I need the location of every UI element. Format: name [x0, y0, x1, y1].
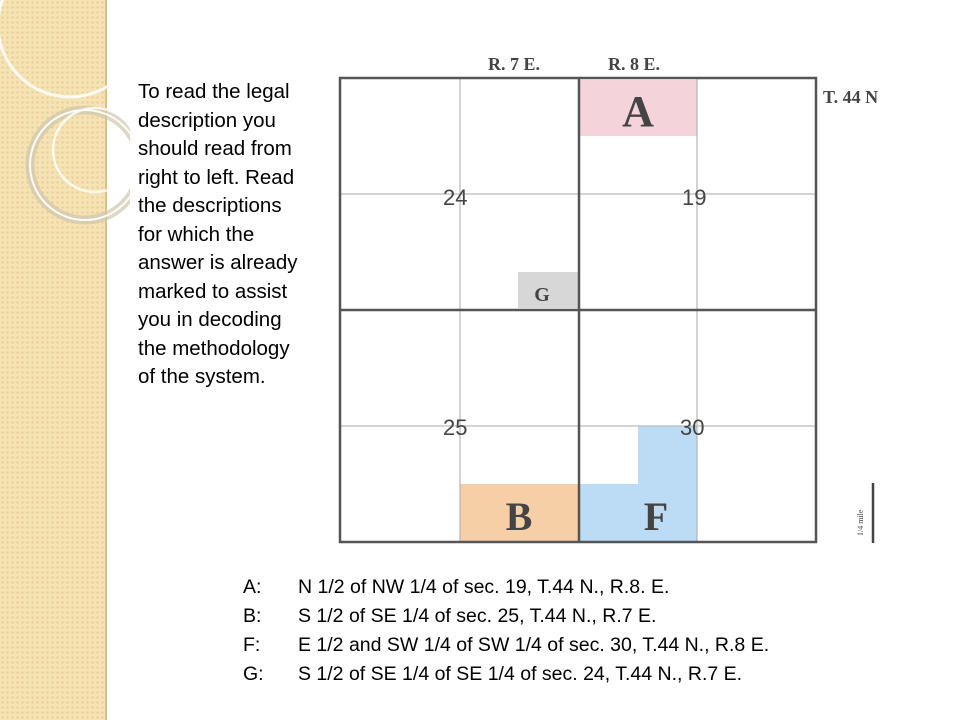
legend-key: F: [243, 634, 261, 656]
parcel-a-letter: A [622, 87, 654, 136]
range-label-r7: R. 7 E. [488, 54, 541, 74]
legend-key: B: [243, 605, 262, 627]
legend-text: N 1/2 of NW 1/4 of sec. 19, T.44 N., R.8. E. [298, 576, 670, 598]
scale-label: 1/4 mile [856, 509, 865, 536]
range-label-r8: R. 8 E. [608, 54, 661, 74]
legend-text: E 1/2 and SW 1/4 of SW 1/4 of sec. 30, T.44 N., R.8 E. [298, 634, 770, 656]
parcel-g-letter: G [534, 284, 550, 306]
legend-row-a [243, 573, 769, 602]
legend-row-b [243, 602, 769, 631]
legend-key: A: [243, 576, 262, 598]
instructions-text: To read the legal description you should read from right to left. Read the descriptions for which the answer is already marked to assist you in decoding the methodology of the system. [138, 80, 298, 388]
parcel-f-area [580, 426, 697, 542]
township-label: T. 44 N [823, 87, 879, 107]
legend-row-g [243, 660, 769, 689]
legend-row-f [243, 631, 769, 660]
section-map [320, 40, 910, 550]
section-number-24: 24 [443, 185, 468, 210]
legend-text: S 1/2 of SE 1/4 of sec. 25, T.44 N., R.7 E. [298, 605, 657, 627]
decorative-rings [0, 0, 130, 260]
parcel-b-letter: B [505, 494, 533, 539]
legal-descriptions [243, 573, 769, 689]
section-number-30: 30 [680, 415, 705, 440]
parcel-f-letter: F [643, 494, 669, 539]
legend-key: G: [243, 663, 264, 685]
legend-text: S 1/2 of SE 1/4 of SE 1/4 of sec. 24, T.44 N., R.7 E. [298, 663, 743, 685]
section-number-25: 25 [443, 415, 468, 440]
section-number-19: 19 [682, 185, 707, 210]
